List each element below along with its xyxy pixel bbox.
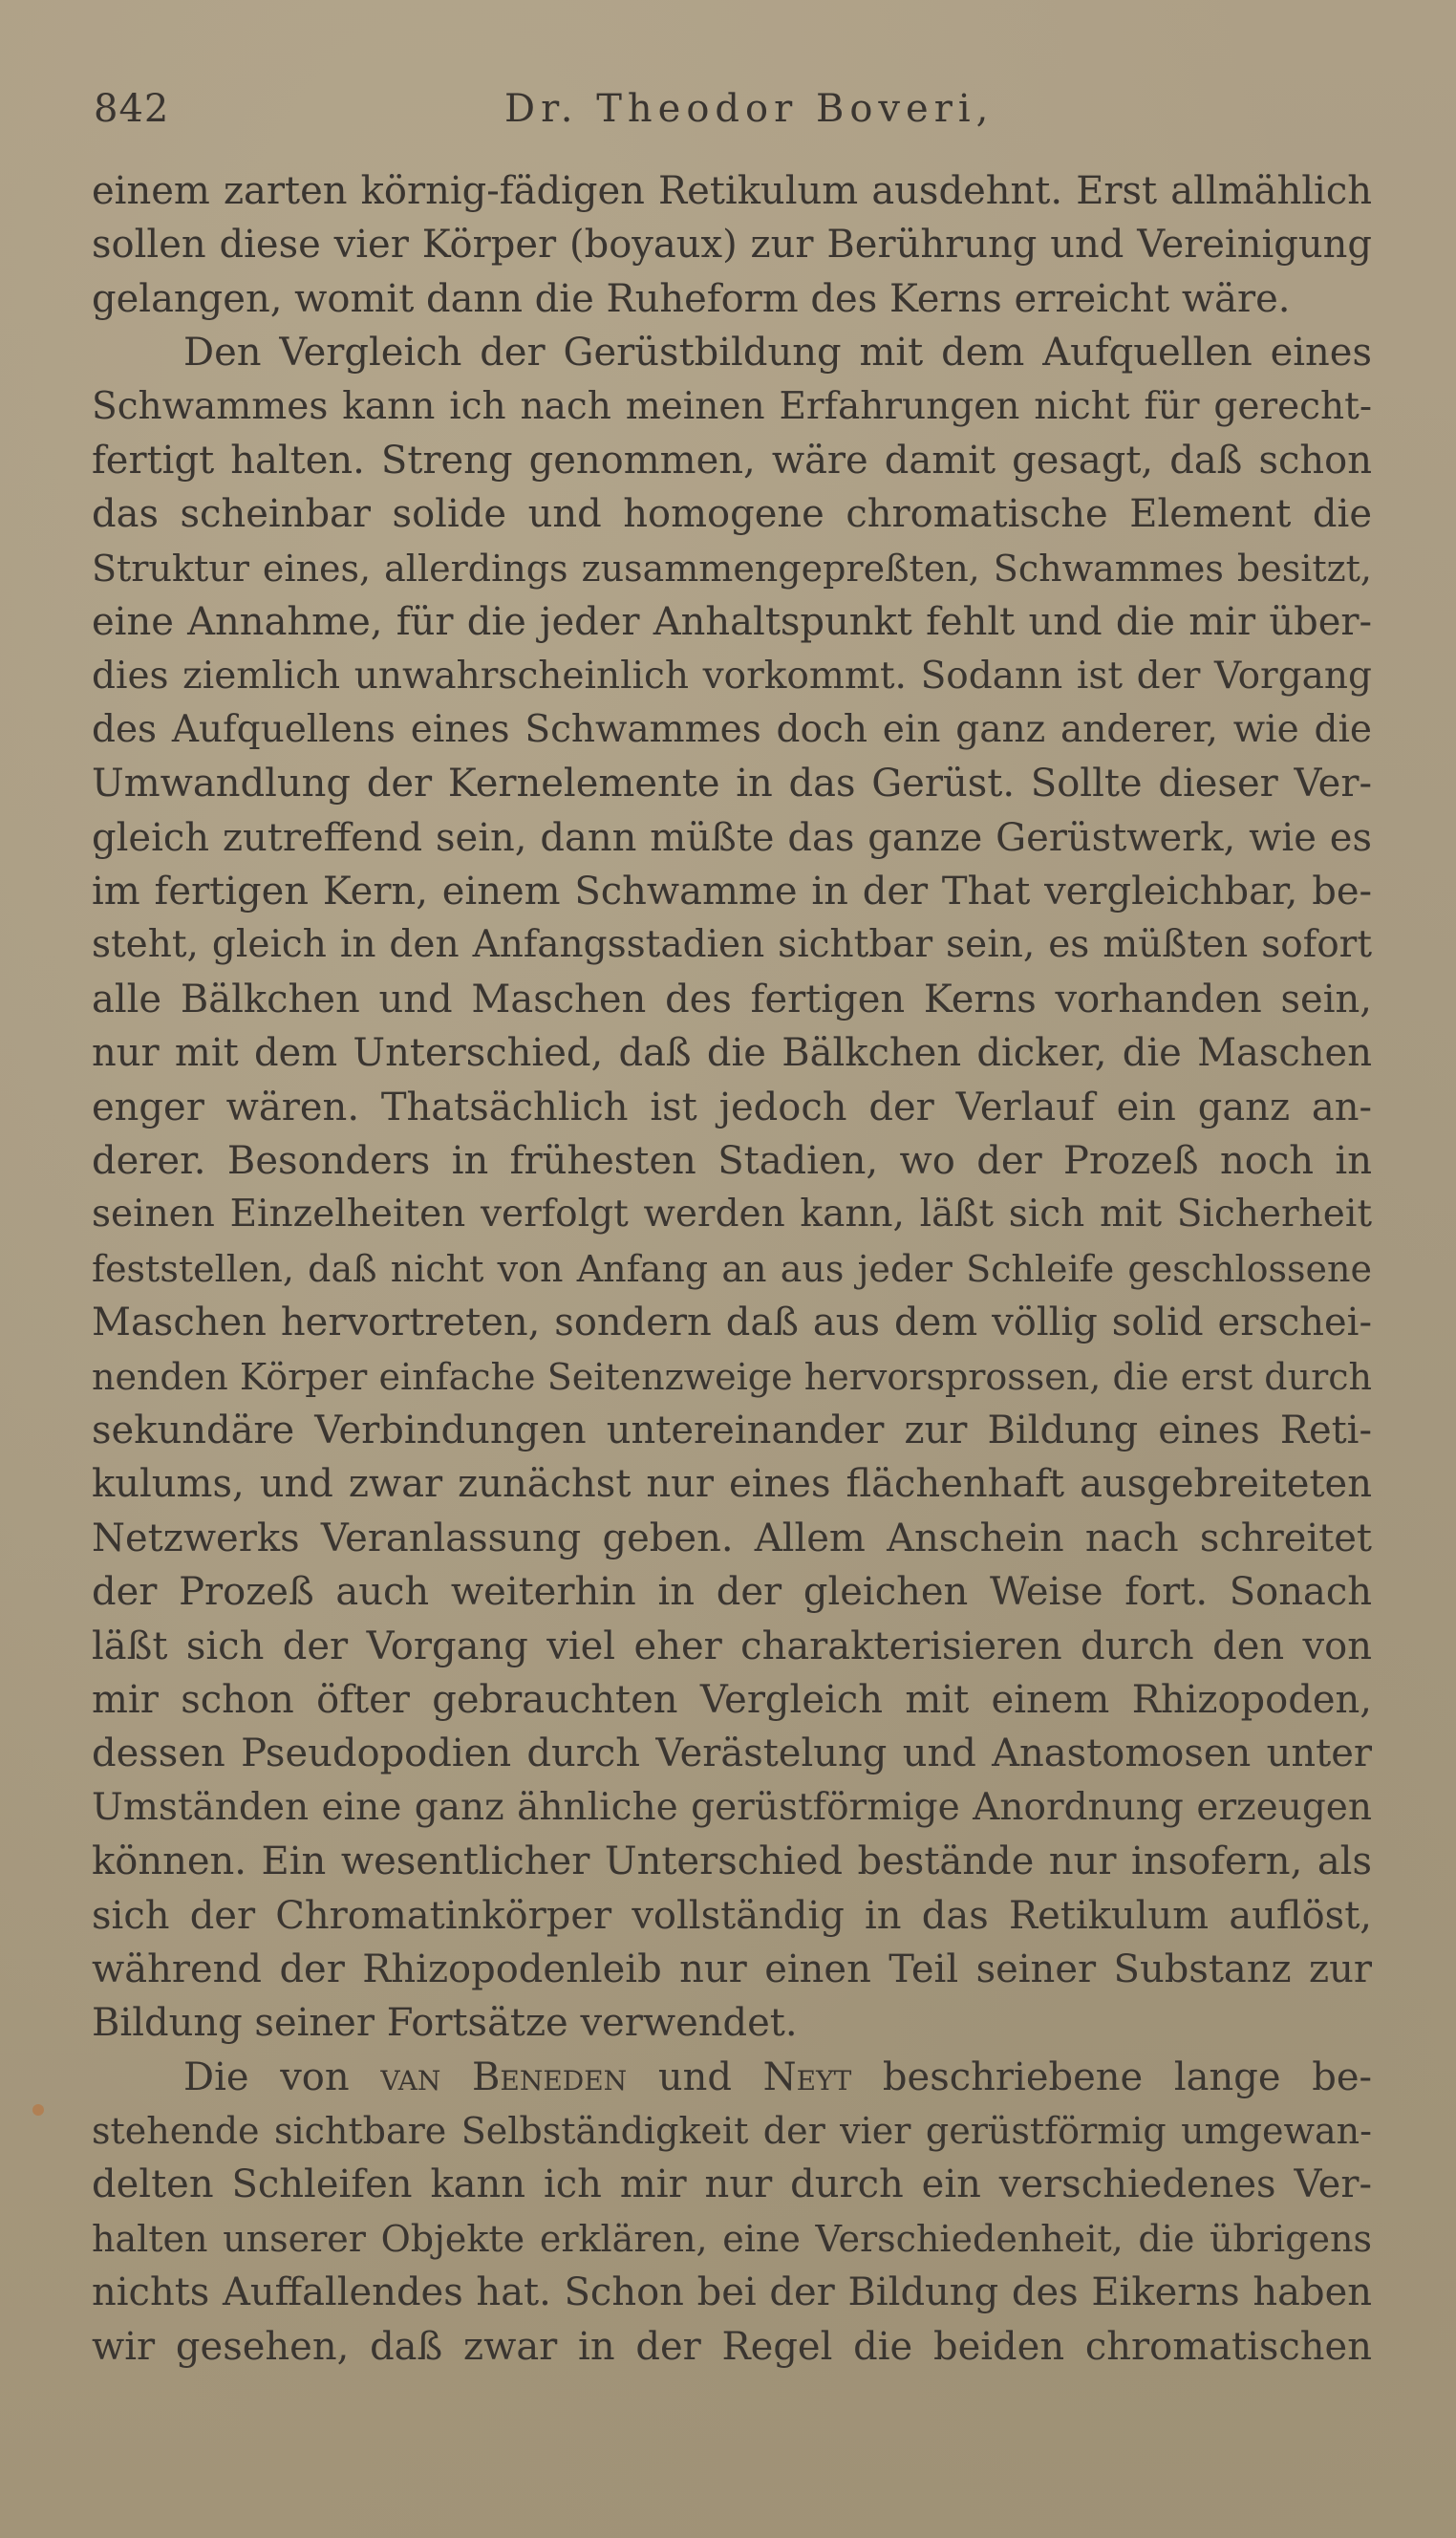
text-line: gleich zutreffend sein, dann müßte das ganze Gerüstwerk, wie es bbox=[92, 815, 1372, 860]
text-fragment: und bbox=[627, 2054, 763, 2099]
text-line: Den Vergleich der Gerüstbildung mit dem Aufquellen eines bbox=[183, 331, 1372, 376]
text-line: feststellen, daß nicht von Anfang an aus jeder Schleife geschlossene bbox=[92, 1247, 1372, 1290]
text-line: sollen diese vier Körper (boyaux) zur Berührung und Vereinigung bbox=[92, 223, 1372, 268]
text-line: Maschen hervortreten, sondern daß aus dem völlig solid erschei- bbox=[92, 1301, 1372, 1345]
text-line: seinen Einzelheiten verfolgt werden kann, läßt sich mit Sicherheit bbox=[92, 1193, 1372, 1237]
text-line: halten unserer Objekte erklären, eine Verschiedenheit, die übrigens bbox=[92, 2217, 1372, 2260]
text-line: fertigt halten. Streng genommen, wäre damit gesagt, daß schon bbox=[92, 438, 1372, 483]
text-line: der Prozeß auch weiterhin in der gleichen Weise fort. Sonach bbox=[92, 1570, 1372, 1615]
text-line: Schwammes kann ich nach meinen Erfahrungen nicht für gerecht- bbox=[92, 384, 1372, 428]
page-header bbox=[94, 80, 1357, 138]
text-line: stehende sichtbare Selbständigkeit der vier gerüstförmig umgewan- bbox=[92, 2110, 1372, 2153]
text-line: mir schon öfter gebrauchten Vergleich mit einem Rhizopoden, bbox=[92, 1677, 1372, 1722]
text-line: kulums, und zwar zunächst nur eines flächenhaft ausgebreiteten bbox=[92, 1462, 1372, 1507]
text-line: im fertigen Kern, einem Schwamme in der That vergleichbar, be- bbox=[92, 870, 1372, 914]
text-line: nenden Körper einfache Seitenzweige hervorsprossen, die erst durch bbox=[92, 1355, 1372, 1398]
text-fragment: beschriebene lange be- bbox=[851, 2054, 1373, 2099]
text-line: steht, gleich in den Anfangsstadien sichtbar sein, es müßten sofort bbox=[92, 923, 1372, 967]
text-line: während der Rhizopodenleib nur einen Teil seiner Substanz zur bbox=[92, 1947, 1372, 1991]
running-head: Dr. Theodor Boveri, bbox=[504, 87, 995, 131]
body-text bbox=[92, 164, 1372, 2374]
text-line: Bildung seiner Fortsätze verwendet. bbox=[92, 2001, 798, 2046]
text-line: sich der Chromatinkörper vollständig in das Retikulum auflöst, bbox=[92, 1893, 1372, 1938]
text-line: delten Schleifen kann ich mir nur durch ein verschiedenes Ver- bbox=[92, 2162, 1372, 2207]
text-fragment: Die von bbox=[183, 2054, 381, 2099]
text-line: dessen Pseudopodien durch Verästelung und Anastomosen unter bbox=[92, 1731, 1372, 1776]
text-line: enger wären. Thatsächlich ist jedoch der Verlauf ein ganz an- bbox=[92, 1085, 1372, 1129]
text-line: läßt sich der Vorgang viel eher charakterisieren durch den von bbox=[92, 1624, 1372, 1668]
text-line: derer. Besonders in frühesten Stadien, wo der Prozeß noch in bbox=[92, 1139, 1372, 1184]
text-line: Netzwerks Veranlassung geben. Allem Anschein nach schreitet bbox=[92, 1516, 1372, 1560]
text-line: wir gesehen, daß zwar in der Regel die beiden chromatischen bbox=[92, 2324, 1372, 2369]
author-name: Neyt bbox=[762, 2054, 852, 2099]
text-line: sekundäre Verbindungen untereinander zur Bildung eines Reti- bbox=[92, 1408, 1372, 1452]
text-line: Umwandlung der Kernelemente in das Gerüst. Sollte dieser Ver- bbox=[92, 762, 1372, 807]
paper-stain bbox=[32, 2104, 44, 2116]
text-line: nichts Auffallendes hat. Schon bei der Bildung des Eikerns haben bbox=[92, 2270, 1372, 2315]
text-line bbox=[92, 2051, 1372, 2104]
text-line: dies ziemlich unwahrscheinlich vorkommt. Sodann ist der Vorgang bbox=[92, 654, 1372, 698]
text-line: können. Ein wesentlicher Unterschied bestände nur insofern, als bbox=[92, 1839, 1372, 1884]
text-line: Umständen eine ganz ähnliche gerüstförmige Anordnung erzeugen bbox=[92, 1785, 1372, 1829]
text-line: alle Bälkchen und Maschen des fertigen Kerns vorhanden sein, bbox=[92, 977, 1372, 1022]
text-line: gelangen, womit dann die Ruheform des Kerns erreicht wäre. bbox=[92, 276, 1291, 321]
text-line: nur mit dem Unterschied, daß die Bälkchen dicker, die Maschen bbox=[92, 1031, 1372, 1076]
text-line: eine Annahme, für die jeder Anhaltspunkt fehlt und die mir über- bbox=[92, 600, 1372, 645]
author-name: van Beneden bbox=[380, 2054, 628, 2099]
text-line: Struktur eines, allerdings zusammengepreßten, Schwammes besitzt, bbox=[92, 547, 1372, 590]
text-line: einem zarten körnig-fädigen Retikulum ausdehnt. Erst allmählich bbox=[92, 169, 1372, 213]
text-line: das scheinbar solide und homogene chromatische Element die bbox=[92, 492, 1372, 537]
text-line: des Aufquellens eines Schwammes doch ein ganz anderer, wie die bbox=[92, 707, 1372, 751]
page-number: 842 bbox=[94, 87, 170, 131]
